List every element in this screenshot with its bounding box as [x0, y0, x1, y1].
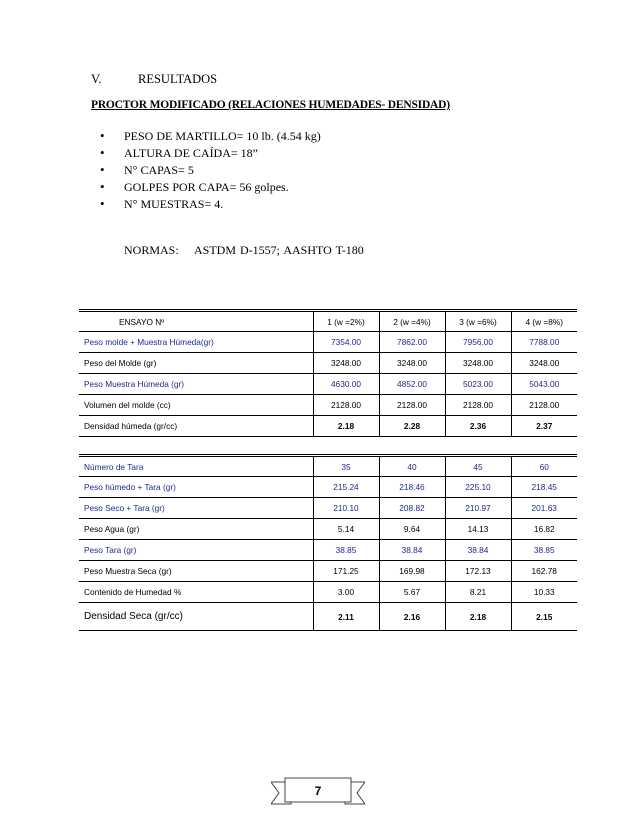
table-row: [79, 456, 577, 477]
section-heading: [91, 72, 217, 87]
table-row: [79, 477, 577, 498]
header-label: ENSAYO Nº: [79, 311, 313, 332]
value-cell: 9.64: [379, 519, 445, 540]
list-item-text: N° MUESTRAS= 4.: [124, 197, 224, 211]
value-cell: 2.28: [379, 416, 445, 437]
value-cell: 3248.00: [313, 353, 379, 374]
section-title: RESULTADOS: [138, 72, 218, 86]
value-cell: 7354.00: [313, 332, 379, 353]
list-item: [100, 195, 321, 212]
value-cell: 7956.00: [445, 332, 511, 353]
bullet-icon: •: [100, 162, 105, 177]
header-cell: 1 (w =2%): [313, 311, 379, 332]
list-item: [100, 161, 321, 178]
value-cell: 215.24: [313, 477, 379, 498]
row-label: Densidad húmeda (gr/cc): [79, 416, 313, 437]
value-cell: 14.13: [445, 519, 511, 540]
row-label: Peso Seco + Tara (gr): [79, 498, 313, 519]
value-cell: 60: [511, 456, 577, 477]
value-cell: 172.13: [445, 561, 511, 582]
value-cell: 201.63: [511, 498, 577, 519]
list-item: [100, 127, 321, 144]
table-row: [79, 498, 577, 519]
row-label: Peso del Molde (gr): [79, 353, 313, 374]
value-cell: 218.45: [511, 477, 577, 498]
table-row: [79, 353, 577, 374]
row-label: Volumen del molde (cc): [79, 395, 313, 416]
value-cell: 2.16: [379, 603, 445, 631]
table-row: [79, 540, 577, 561]
value-cell: 4630.00: [313, 374, 379, 395]
value-cell: 5043.00: [511, 374, 577, 395]
dry-density-table: [79, 454, 577, 631]
normas-label: NORMAS:: [124, 243, 179, 257]
value-cell: 2.11: [313, 603, 379, 631]
value-cell: 38.85: [511, 540, 577, 561]
value-cell: 5023.00: [445, 374, 511, 395]
row-label: Peso Tara (gr): [79, 540, 313, 561]
value-cell: 171.25: [313, 561, 379, 582]
value-cell: 3248.00: [445, 353, 511, 374]
value-cell: 225.10: [445, 477, 511, 498]
page-number: 7: [314, 784, 322, 798]
value-cell: 2128.00: [511, 395, 577, 416]
row-label: Peso Muestra Seca (gr): [79, 561, 313, 582]
list-item-text: ALTURA DE CAÍDA= 18”: [124, 146, 258, 160]
list-item-text: GOLPES POR CAPA= 56 golpes.: [124, 180, 289, 194]
row-label: Densidad Seca (gr/cc): [79, 603, 313, 631]
value-cell: 40: [379, 456, 445, 477]
list-item: [100, 144, 321, 161]
value-cell: 45: [445, 456, 511, 477]
value-cell: 3.00: [313, 582, 379, 603]
value-cell: 38.84: [379, 540, 445, 561]
section-number: V.: [91, 72, 102, 86]
value-cell: 38.85: [313, 540, 379, 561]
value-cell: 7862.00: [379, 332, 445, 353]
table-row: [79, 561, 577, 582]
value-cell: 2.18: [313, 416, 379, 437]
value-cell: 3248.00: [379, 353, 445, 374]
table-header-row: [79, 311, 577, 332]
value-cell: 169.98: [379, 561, 445, 582]
table-row: [79, 332, 577, 353]
header-cell: 3 (w =6%): [445, 311, 511, 332]
value-cell: 5.14: [313, 519, 379, 540]
normas: [124, 243, 364, 258]
list-item-text: PESO DE MARTILLO= 10 lb. (4.54 kg): [124, 129, 321, 143]
value-cell: 2.36: [445, 416, 511, 437]
table-row: [79, 395, 577, 416]
value-cell: 10.33: [511, 582, 577, 603]
value-cell: 162.78: [511, 561, 577, 582]
row-label: Peso molde + Muestra Húmeda(gr): [79, 332, 313, 353]
header-cell: 2 (w =4%): [379, 311, 445, 332]
value-cell: 2128.00: [313, 395, 379, 416]
row-label: Peso húmedo + Tara (gr): [79, 477, 313, 498]
list-item-text: N° CAPAS= 5: [124, 163, 194, 177]
value-cell: 5.67: [379, 582, 445, 603]
value-cell: 2.37: [511, 416, 577, 437]
bullet-icon: •: [100, 196, 105, 211]
table-row: [79, 582, 577, 603]
subtitle: PROCTOR MODIFICADO (RELACIONES HUMEDADES- DENSIDAD): [91, 99, 450, 111]
value-cell: 7788.00: [511, 332, 577, 353]
value-cell: 2.18: [445, 603, 511, 631]
row-label: Contenido de Humedad %: [79, 582, 313, 603]
header-cell: 4 (w =8%): [511, 311, 577, 332]
value-cell: 35: [313, 456, 379, 477]
value-cell: 8.21: [445, 582, 511, 603]
bullet-icon: •: [100, 179, 105, 194]
value-cell: 210.97: [445, 498, 511, 519]
value-cell: 3248.00: [511, 353, 577, 374]
value-cell: 2128.00: [445, 395, 511, 416]
table-row: [79, 416, 577, 437]
row-label: Peso Muestra Húmeda (gr): [79, 374, 313, 395]
table-row: [79, 603, 577, 631]
bullet-icon: •: [100, 145, 105, 160]
bullet-icon: •: [100, 128, 105, 143]
value-cell: 2.15: [511, 603, 577, 631]
value-cell: 38.84: [445, 540, 511, 561]
parameters-list: [100, 127, 321, 212]
table-row: [79, 519, 577, 540]
row-label: Peso Agua (gr): [79, 519, 313, 540]
value-cell: 208.82: [379, 498, 445, 519]
value-cell: 218.46: [379, 477, 445, 498]
value-cell: 2128.00: [379, 395, 445, 416]
page-number-ribbon: [271, 776, 365, 806]
list-item: [100, 178, 321, 195]
value-cell: 16.82: [511, 519, 577, 540]
normas-value: ASTDM D-1557; AASHTO T-180: [194, 243, 364, 257]
value-cell: 4852.00: [379, 374, 445, 395]
value-cell: 210.10: [313, 498, 379, 519]
wet-density-table: [79, 309, 577, 437]
row-label: Número de Tara: [79, 456, 313, 477]
table-row: [79, 374, 577, 395]
